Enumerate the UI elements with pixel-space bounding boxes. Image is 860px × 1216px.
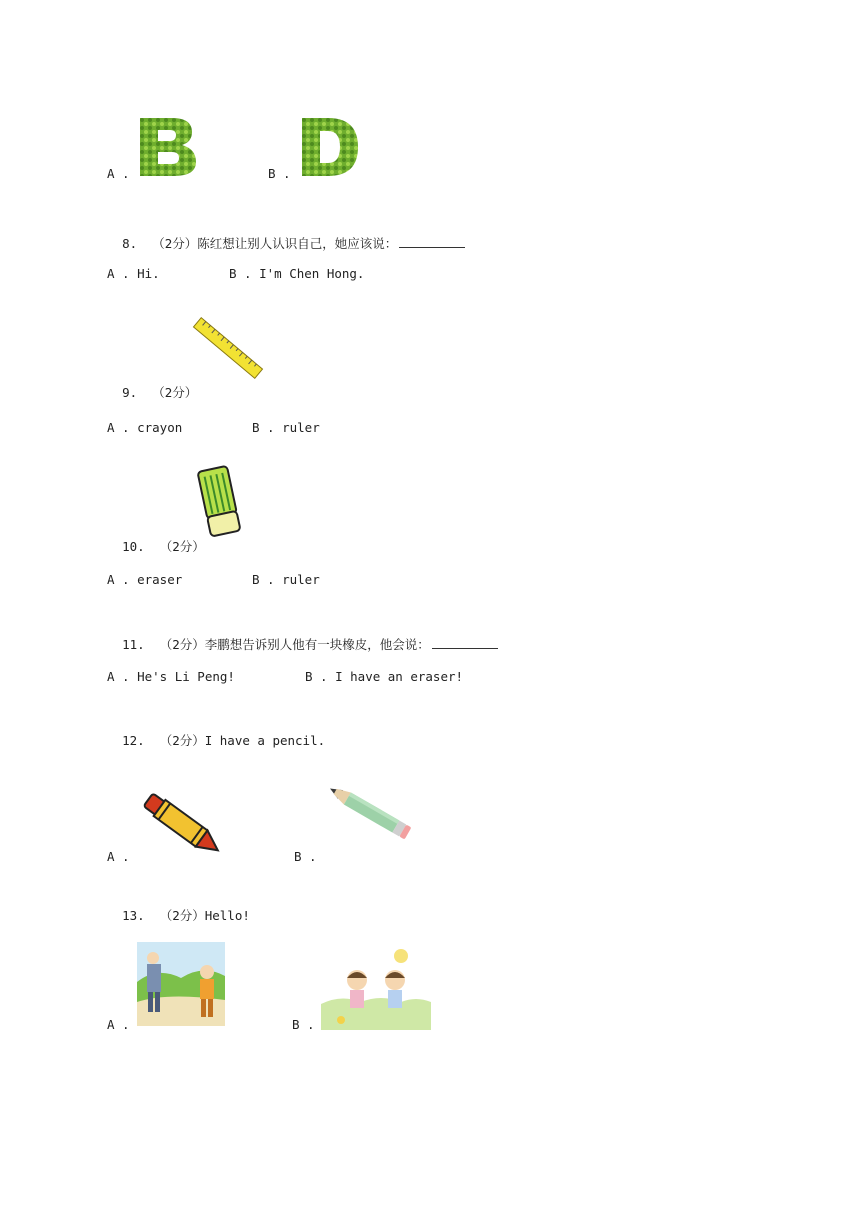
q13-option-a-label[interactable]: A . — [107, 1017, 130, 1032]
q7-option-b-label[interactable]: B . — [268, 166, 291, 181]
two-children-greeting-image — [321, 944, 431, 1034]
q8-number: 8. — [122, 236, 138, 251]
crayon-icon — [136, 789, 230, 865]
q8-option-a[interactable]: A . Hi. — [107, 266, 160, 281]
q11-number: 11. — [122, 637, 145, 652]
q11-option-a[interactable]: A . He's Li Peng! — [107, 669, 235, 684]
q12-option-a-label[interactable]: A . — [107, 849, 130, 864]
q13-number: 13. — [122, 908, 145, 923]
q9-option-a[interactable]: A . crayon — [107, 420, 183, 435]
letter-b-image — [136, 114, 200, 182]
q11-answer-blank[interactable] — [432, 636, 498, 649]
q12-stem — [107, 717, 325, 749]
q10-option-a[interactable]: A . eraser — [107, 572, 183, 587]
pencil-icon — [322, 780, 416, 846]
two-boys-greeting-image — [137, 942, 225, 1030]
q11-option-b[interactable]: B . I have an eraser! — [305, 669, 464, 684]
q8-stem — [107, 219, 465, 252]
ruler-icon — [192, 315, 264, 385]
q7-option-a-label[interactable]: A . — [107, 166, 130, 181]
q8-answer-blank[interactable] — [399, 235, 465, 248]
q12-option-b-label[interactable]: B . — [294, 849, 317, 864]
q8-text: （2分）陈红想让别人认识自己，她应该说： — [152, 236, 398, 251]
letter-d-image — [298, 114, 360, 182]
q9-stem — [107, 369, 197, 401]
q10-option-b[interactable]: B . ruler — [252, 572, 320, 587]
q13-stem — [107, 892, 250, 924]
q13-option-b-label[interactable]: B . — [292, 1017, 315, 1032]
q9-option-b[interactable]: B . ruler — [252, 420, 320, 435]
q13-text: （2分）Hello! — [159, 908, 250, 923]
q8-option-b[interactable]: B . I'm Chen Hong. — [229, 266, 365, 281]
q10-score: （2分） — [159, 539, 205, 554]
q10-stem — [107, 523, 205, 555]
q9-score: （2分） — [152, 385, 198, 400]
q12-text: （2分）I have a pencil. — [159, 733, 326, 748]
q10-number: 10. — [122, 539, 145, 554]
q11-text: （2分）李鹏想告诉别人他有一块橡皮，他会说： — [159, 637, 430, 652]
q12-number: 12. — [122, 733, 145, 748]
q11-stem — [107, 620, 498, 653]
q9-number: 9. — [122, 385, 138, 400]
